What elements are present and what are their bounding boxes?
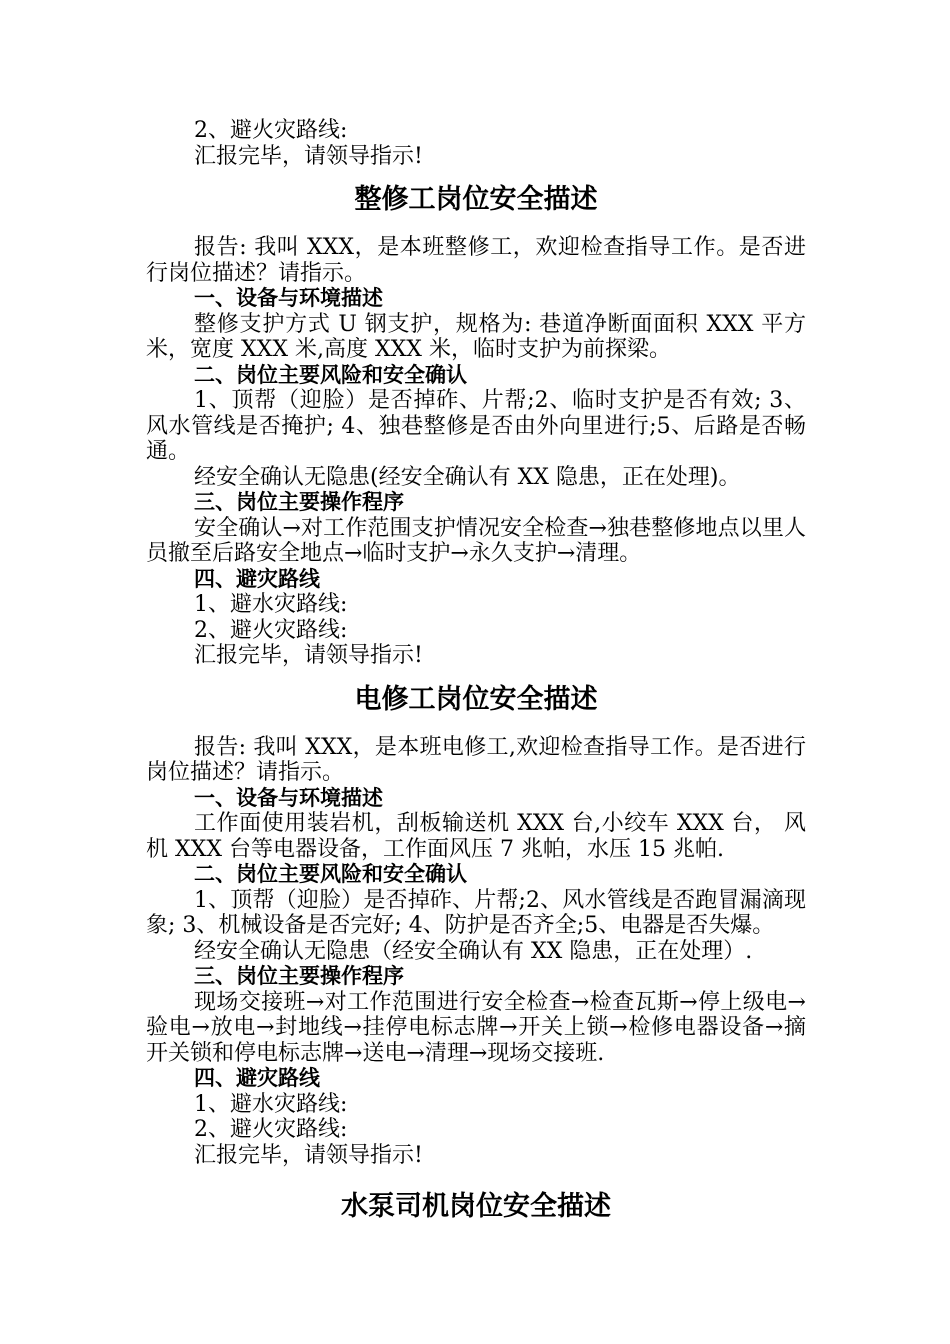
- evac-fire-route: 2、避火灾路线:: [194, 617, 348, 643]
- evac-water-route: 1、避水灾路线:: [194, 592, 348, 617]
- equipment-description: 整修支护方式 U 钢支护，规格为: 巷道净断面面积 XXX 平方米，宽度 XXX 米,高度 XXX 米，临时支护为前探梁。: [146, 311, 806, 362]
- section-title-electrician: 电修工岗位安全描述: [354, 683, 598, 715]
- report-closing: 汇报完毕，请领导指示!: [194, 643, 423, 668]
- heading-equipment: 一、设备与环境描述: [194, 785, 383, 810]
- risk-list: 1、顶帮（迎脸）是否掉砟、片帮;2、临时支护是否有效; 3、风水管线是否掩护; 4、独巷整修是否由外向里进行;5、后路是否畅通。: [146, 388, 806, 464]
- report-intro: 报告: 我叫 XXX，是本班整修工，欢迎检查指导工作。是否进行岗位描述？请指示。: [146, 235, 806, 286]
- heading-evacuation: 四、避灾路线: [194, 566, 320, 591]
- report-intro: 报告: 我叫 XXX，是本班电修工,欢迎检查指导工作。是否进行岗位描述？请指示。: [146, 734, 806, 785]
- section-title-repair-worker: 整修工岗位安全描述: [354, 184, 598, 215]
- document-page: [146, 118, 806, 1224]
- report-closing: 汇报完毕，请领导指示!: [194, 143, 423, 169]
- safety-confirmation: 经安全确认无隐患(经安全确认有 XX 隐患，正在处理)。: [194, 464, 741, 490]
- heading-risks: 二、岗位主要风险和安全确认: [194, 862, 467, 886]
- evac-water-route: 1、避水灾路线:: [194, 1091, 348, 1117]
- report-closing: 汇报完毕，请领导指示!: [194, 1142, 423, 1168]
- heading-procedure: 三、岗位主要操作程序: [194, 490, 404, 514]
- evac-fire-route: 2、避火灾路线:: [194, 118, 348, 143]
- risk-list: 1、顶帮（迎脸）是否掉砟、片帮;2、风水管线是否跑冒漏滴现象; 3、机械设备是否完好; 4、防护是否齐全;5、电器是否失爆。: [146, 887, 806, 938]
- heading-risks: 二、岗位主要风险和安全确认: [194, 362, 467, 387]
- section-title-pump-driver: 水泵司机岗位安全描述: [341, 1191, 611, 1222]
- heading-equipment: 一、设备与环境描述: [194, 286, 383, 310]
- evac-fire-route: 2、避火灾路线:: [194, 1117, 348, 1142]
- heading-procedure: 三、岗位主要操作程序: [194, 964, 404, 988]
- equipment-description: 工作面使用装岩机，刮板输送机 XXX 台,小绞车 XXX 台， 风机 XXX 台等电器设备，工作面风压 7 兆帕，水压 15 兆帕.: [146, 811, 806, 862]
- procedure-steps: 现场交接班→对工作范围进行安全检查→检查瓦斯→停上级电→验电→放电→封地线→挂停电标志牌→开关上锁→检修电器设备→摘开关锁和停电标志牌→送电→清理→现场交接班.: [146, 989, 806, 1066]
- safety-confirmation: 经安全确认无隐患（经安全确认有 XX 隐患，正在处理）.: [194, 938, 753, 964]
- heading-evacuation: 四、避灾路线: [194, 1066, 320, 1090]
- procedure-steps: 安全确认→对工作范围支护情况安全检查→独巷整修地点以里人员撤至后路安全地点→临时支护→永久支护→清理。: [146, 515, 806, 566]
